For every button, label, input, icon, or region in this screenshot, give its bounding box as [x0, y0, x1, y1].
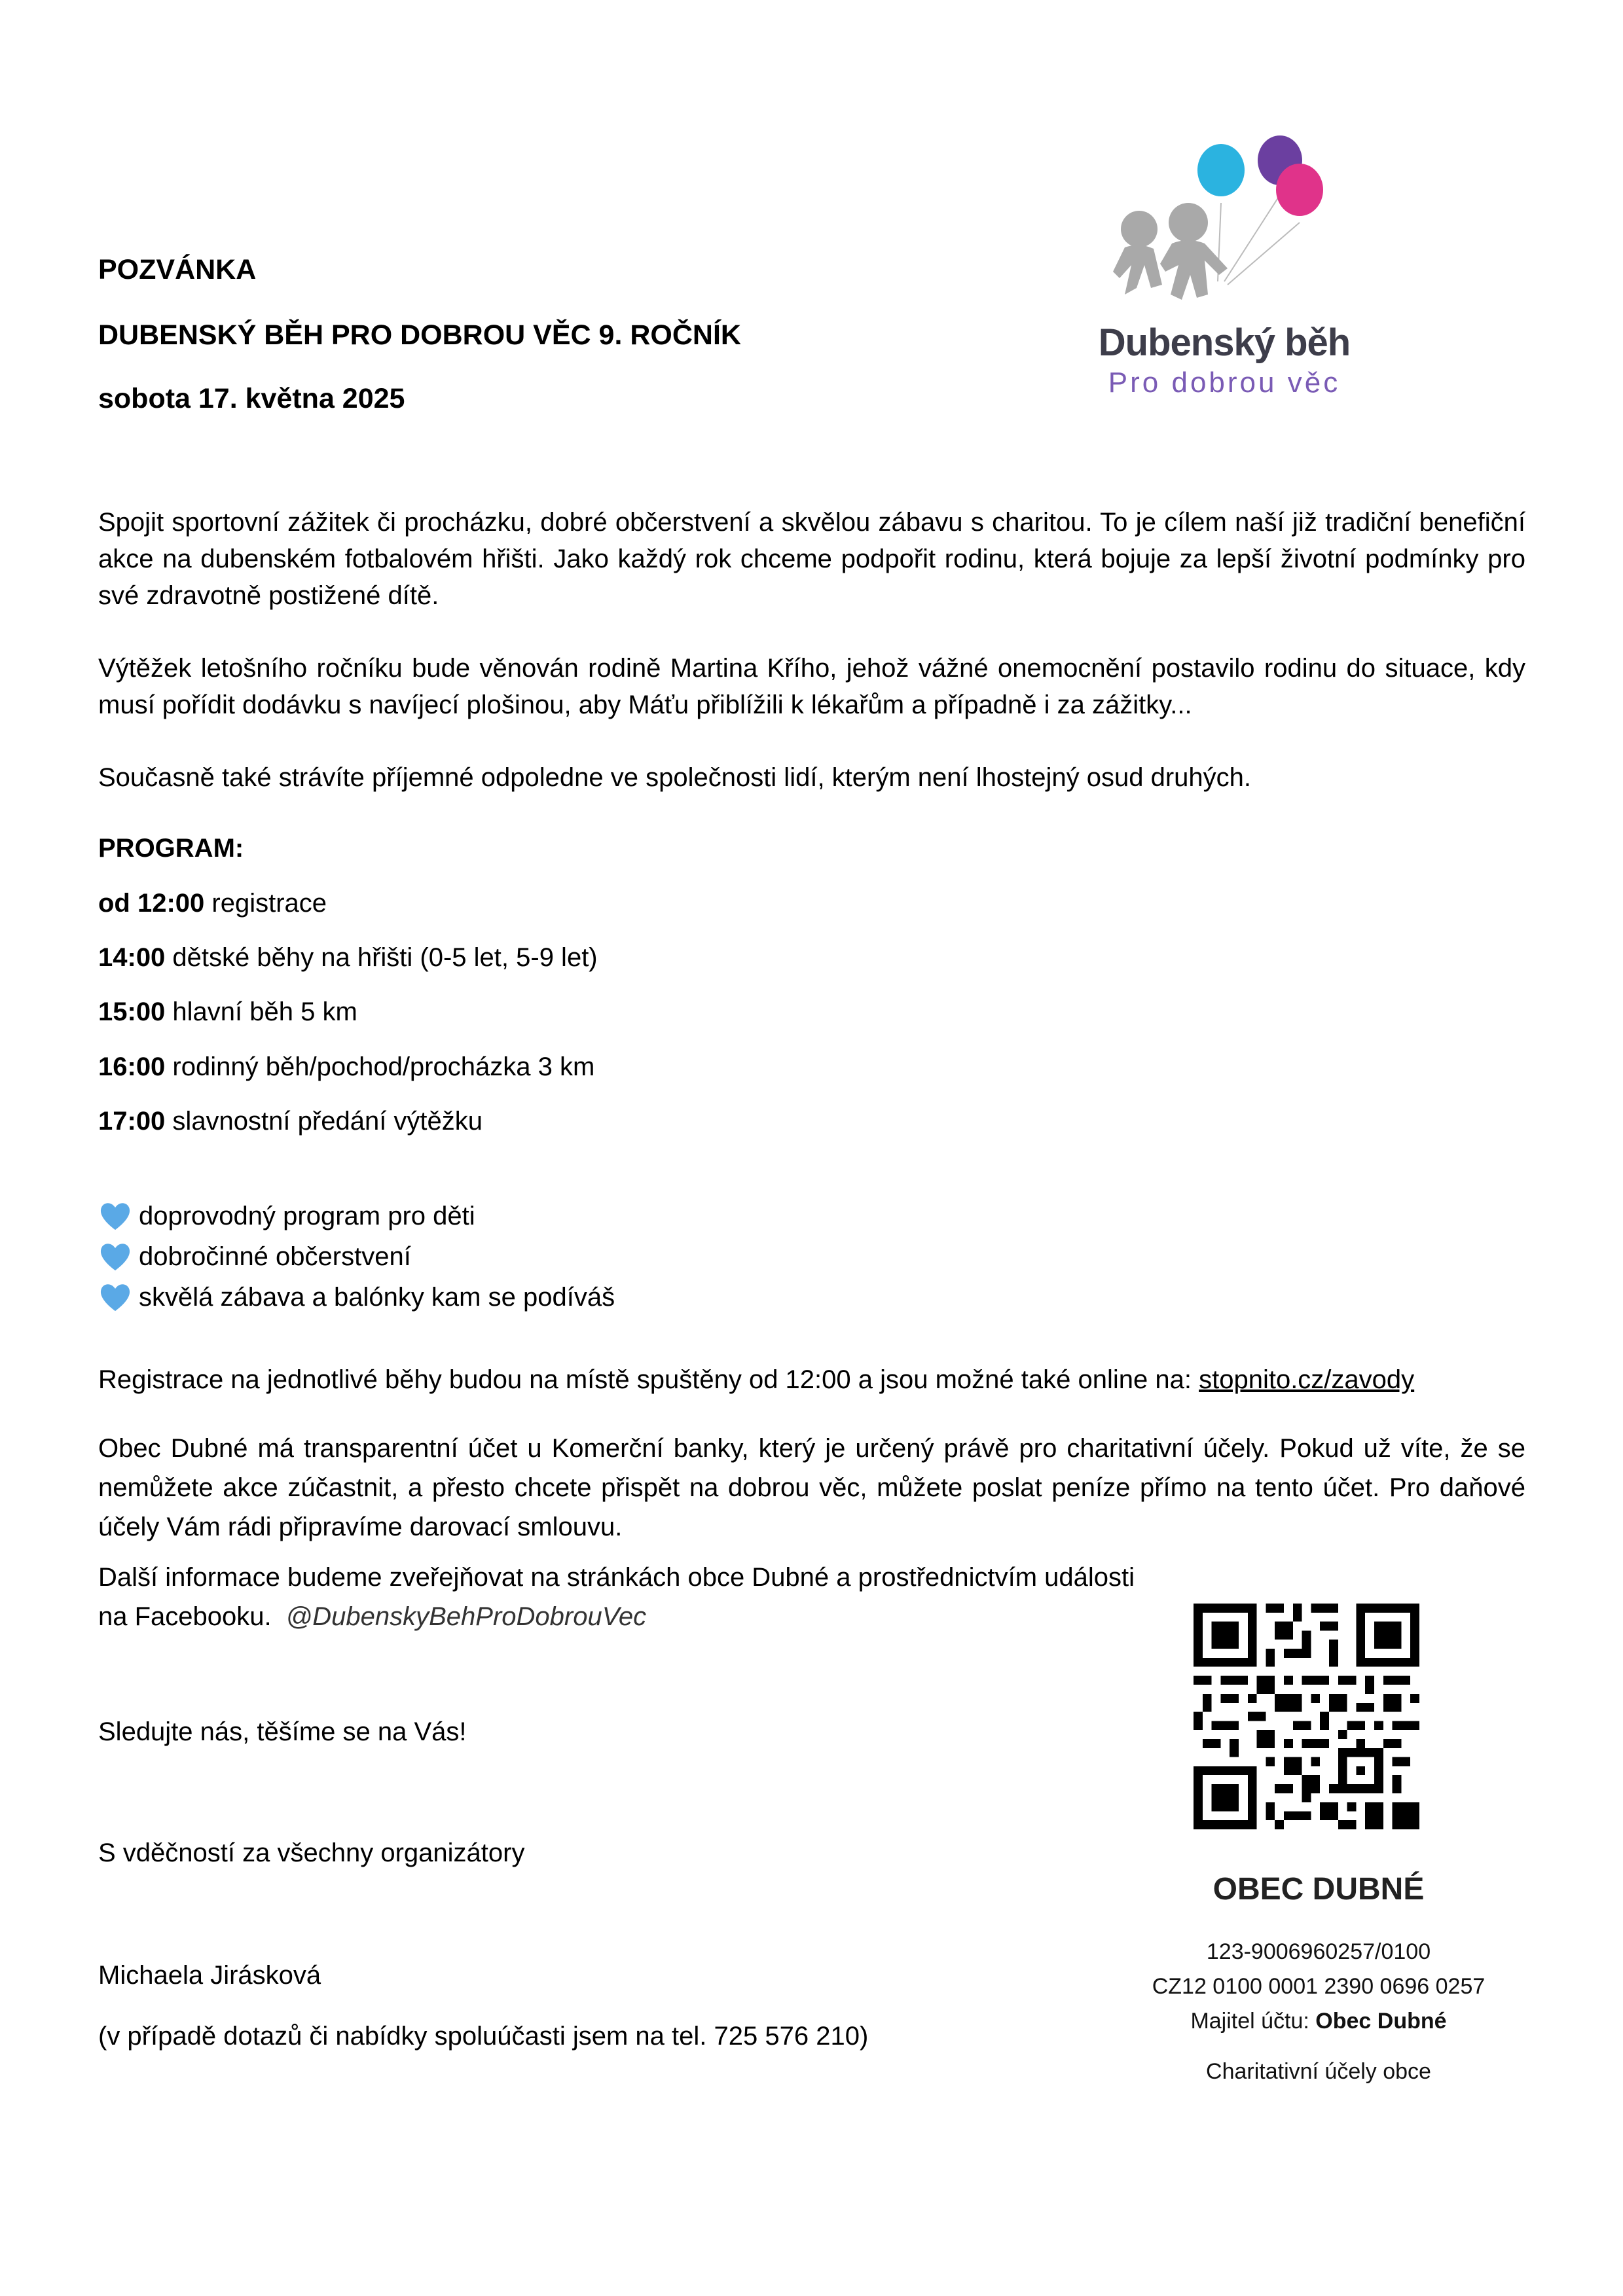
blue-heart-icon — [98, 1199, 132, 1233]
registration-link[interactable]: stopnito.cz/zavody — [1199, 1365, 1415, 1394]
bank-iban: CZ12 0100 0001 2390 0696 0257 — [1152, 1974, 1486, 1999]
intro-paragraph-2: Výtěžek letošního ročníku bude věnován rodině Martina Křího, jehož vážné onemocnění postavilo rodinu do situace, kdy musí pořídit dodávku s navíjecí plošinou, aby Máťu přiblížili k lékařům a případně i za zážitky... — [98, 654, 1525, 719]
organizer-name: Michaela Jirásková — [98, 1961, 321, 1990]
intro-paragraph-1: Spojit sportovní zážitek či procházku, dobré občerstvení a skvělou zábavu s charitou. To je cílem naší již tradiční benefiční akce na dubenském fotbalovém hřišti. Jako každý rok chceme podpořit rodinu, která bojuje za lepší životní podmínky pro své zdravotně postižené dítě. — [98, 508, 1525, 610]
event-title: DUBENSKÝ BĚH PRO DOBROU VĚC 9. ROČNÍK — [98, 319, 741, 351]
thanks-text: S vděčností za všechny organizátory — [98, 1839, 525, 1867]
account-paragraph: Obec Dubné má transparentní účet u Komerční banky, který je určený právě pro charitativní účely. Pokud už víte, že se nemůžete akce zúčastnit, a přesto chcete přispět na dobrou věc, můžete poslat peníze přímo na tento účet. Pro daňové účely Vám rádi připravíme darovací smlouvu. — [98, 1434, 1525, 1541]
program-item: od 12:00 registrace — [98, 889, 327, 918]
blue-heart-icon — [98, 1280, 132, 1314]
program-item: 15:00 hlavní běh 5 km — [98, 997, 357, 1026]
extra-item: doprovodný program pro děti — [98, 1198, 475, 1234]
balloon-pink — [1276, 164, 1323, 216]
balloon-cyan — [1197, 144, 1245, 196]
contact-text: (v případě dotazů či nabídky spoluúčasti jsem na tel. 725 576 210) — [98, 2022, 869, 2051]
event-date: sobota 17. května 2025 — [98, 383, 405, 414]
event-logo — [1074, 131, 1381, 406]
follow-text: Sledujte nás, těšíme se na Vás! — [98, 1717, 467, 1746]
invitation-title: POZVÁNKA — [98, 254, 257, 285]
extra-item: dobročinné občerstvení — [98, 1238, 411, 1275]
logo-name: Dubenský běh — [1098, 321, 1351, 364]
blue-heart-icon — [98, 1240, 132, 1274]
program-item: 17:00 slavnostní předání výtěžku — [98, 1107, 483, 1136]
balloons-kids-illustration — [1074, 131, 1381, 327]
program-heading: PROGRAM: — [98, 834, 244, 863]
program-item: 16:00 rodinný běh/pochod/procházka 3 km — [98, 1052, 595, 1081]
kids-silhouette-icon — [1113, 203, 1228, 300]
bank-title: OBEC DUBNÉ — [1213, 1872, 1425, 1907]
bank-owner: Majitel účtu: Obec Dubné — [1190, 2009, 1447, 2034]
logo-tagline: Pro dobrou věc — [1108, 367, 1341, 399]
bank-purpose: Charitativní účely obce — [1206, 2059, 1431, 2084]
qr-code — [1194, 1604, 1419, 1829]
bank-account: 123-9006960257/0100 — [1206, 1939, 1431, 1964]
program-item: 14:00 dětské běhy na hřišti (0-5 let, 5-9 let) — [98, 943, 598, 972]
facebook-handle[interactable]: @DubenskyBehProDobrouVec — [285, 1602, 647, 1631]
qr-code-icon — [1194, 1604, 1419, 1829]
info-paragraph: Další informace budeme zveřejňovat na stránkách obce Dubné a prostřednictvím události na Facebooku. @DubenskyBehProDobrouVec — [98, 1563, 1135, 1631]
extra-item: skvělá zábava a balónky kam se podíváš — [98, 1279, 615, 1316]
registration-text: Registrace na jednotlivé běhy budou na místě spuštěny od 12:00 a jsou možné také online na: stopnito.cz/zavody — [98, 1365, 1415, 1394]
intro-paragraph-3: Současně také strávíte příjemné odpoledne ve společnosti lidí, kterým není lhostejný osud druhých. — [98, 763, 1251, 792]
